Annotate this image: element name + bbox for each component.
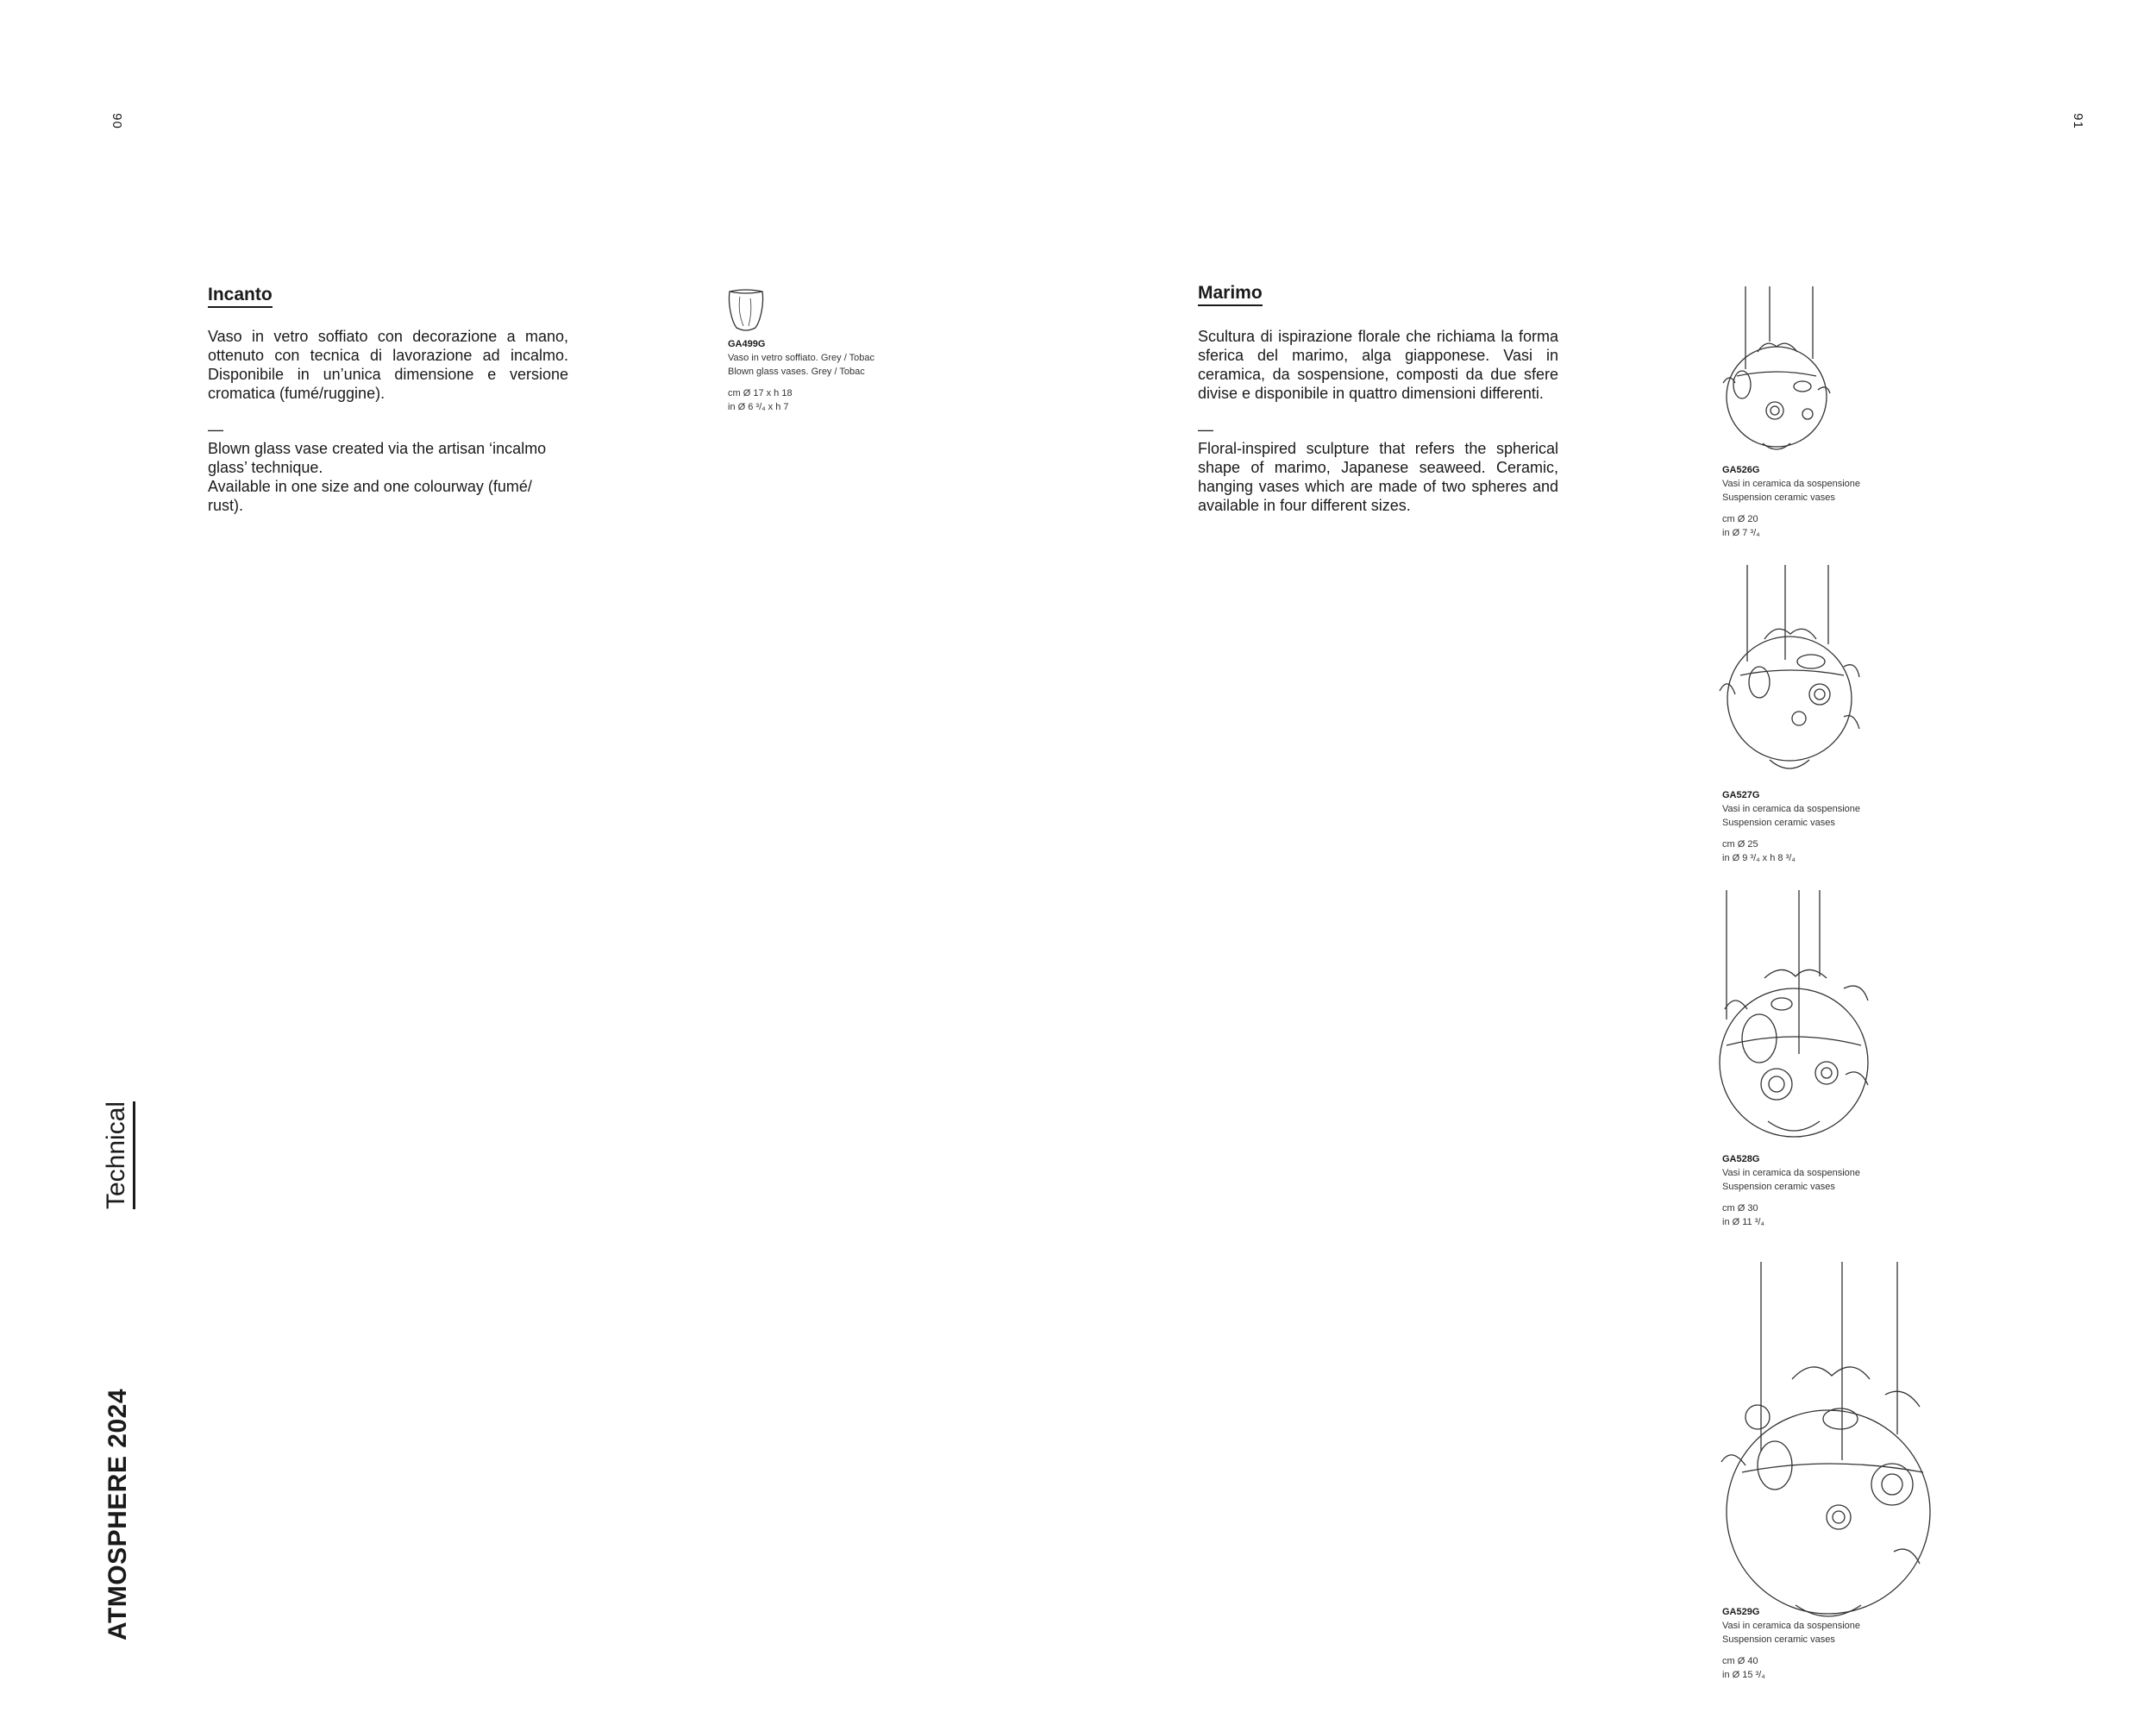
product-desc-en: Suspension ceramic vases xyxy=(1722,1634,1835,1645)
product-size-in: in Ø 11 ³/₄ xyxy=(1722,1217,1764,1227)
product-size-in: in Ø 15 ³/₄ xyxy=(1722,1670,1765,1680)
page-number-left: 90 xyxy=(109,113,124,129)
product-ga526g xyxy=(1722,464,1860,540)
product-desc-en: Suspension ceramic vases xyxy=(1722,1182,1835,1192)
product-size-in: in Ø 9 ³/₄ x h 8 ³/₄ xyxy=(1722,853,1796,863)
incanto-desc-en-1: Blown glass vase created via the artisan ‘incalmo glass’ technique. xyxy=(208,440,547,476)
product-code: GA527G xyxy=(1722,790,1760,800)
marimo-drawing-ga528g xyxy=(1716,890,1871,1140)
marimo-title: Marimo xyxy=(1198,283,1263,306)
product-code: GA529G xyxy=(1722,1607,1760,1617)
product-ga529g xyxy=(1722,1606,1860,1682)
product-desc-it: Vasi in ceramica da sospensione xyxy=(1722,1168,1860,1178)
product-desc-en: Suspension ceramic vases xyxy=(1722,818,1835,828)
product-desc-it: Vasi in ceramica da sospensione xyxy=(1722,804,1860,814)
section-label-technical: Technical xyxy=(102,1101,135,1209)
incanto-dash: — xyxy=(208,421,223,438)
product-code: GA528G xyxy=(1722,1154,1760,1164)
product-size-cm: cm Ø 40 xyxy=(1722,1656,1758,1666)
product-ga527g xyxy=(1722,789,1860,865)
marimo-desc-it: Scultura di ispirazione florale che richiama la forma sferica del marimo, alga giapponese. Vasi in ceramica, da sospensione, composti da due sfere divise e disponibile in quattro dimensioni differenti. xyxy=(1198,328,1558,402)
product-size-cm: cm Ø 25 xyxy=(1722,839,1758,850)
marimo-desc-en: Floral-inspired sculpture that refers the spherical shape of marimo, Japanese seaweed. Ceramic, hanging vases which are made of two spheres and available in four different sizes. xyxy=(1198,440,1558,514)
marimo-drawing-ga529g xyxy=(1716,1262,1932,1628)
marimo-drawing-ga526g xyxy=(1716,286,1837,455)
product-size-cm: cm Ø 30 xyxy=(1722,1203,1758,1214)
brand-label: ATMOSPHERE 2024 xyxy=(103,1388,132,1640)
page-number-right: 91 xyxy=(2070,113,2085,129)
product-desc-it: Vaso in vetro soffiato. Grey / Tobac xyxy=(728,353,874,363)
marimo-dash: — xyxy=(1198,421,1213,438)
product-desc-it: Vasi in ceramica da sospensione xyxy=(1722,1621,1860,1631)
product-size-in: in Ø 7 ³/₄ xyxy=(1722,528,1760,538)
product-ga499g xyxy=(728,338,874,414)
product-code: GA499G xyxy=(728,339,766,349)
product-desc-it: Vasi in ceramica da sospensione xyxy=(1722,479,1860,489)
product-size-cm: cm Ø 20 xyxy=(1722,514,1758,524)
product-desc-en: Blown glass vases. Grey / Tobac xyxy=(728,367,865,377)
marimo-drawing-ga527g xyxy=(1716,565,1863,777)
vase-drawing-ga499g xyxy=(724,286,768,335)
product-ga528g xyxy=(1722,1153,1860,1229)
incanto-section xyxy=(208,285,568,515)
product-code: GA526G xyxy=(1722,465,1760,475)
marimo-section xyxy=(1198,283,1558,515)
incanto-title: Incanto xyxy=(208,285,273,308)
product-size-cm: cm Ø 17 x h 18 xyxy=(728,388,793,398)
incanto-desc-en-2: Available in one size and one colourway (fumé/ rust). xyxy=(208,478,532,514)
product-desc-en: Suspension ceramic vases xyxy=(1722,492,1835,503)
product-size-in: in Ø 6 ³/₄ x h 7 xyxy=(728,402,789,412)
incanto-desc-it: Vaso in vetro soffiato con decorazione a mano, ottenuto con tecnica di lavorazione ad incalmo. Disponibile in un’unica dimensione e versione cromatica (fumé/ruggine). xyxy=(208,328,568,402)
